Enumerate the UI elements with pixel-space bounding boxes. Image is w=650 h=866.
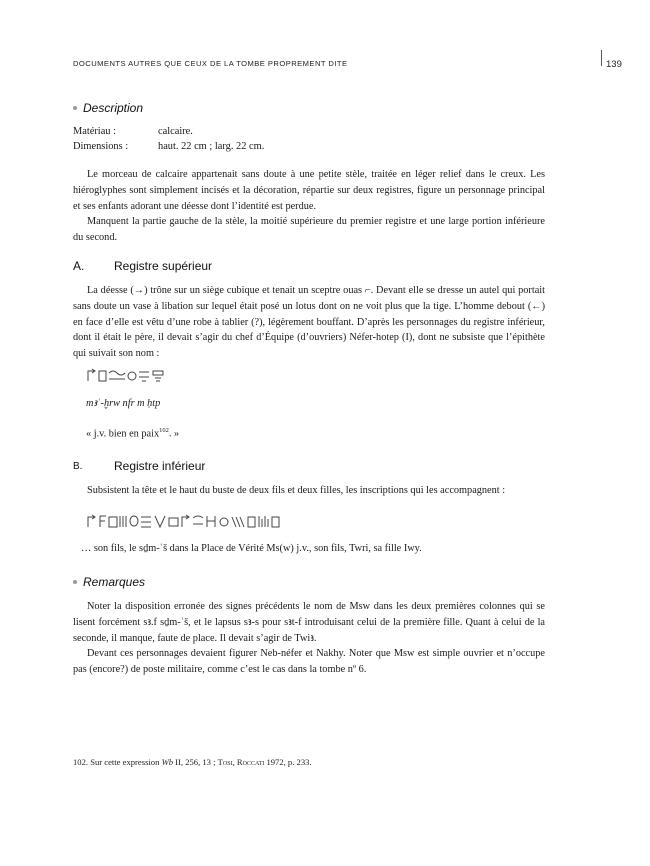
hieroglyph-caption: … son fils, le sḏm-ʿš dans la Place de Vérité Ms(w) j.v., son fils, Twri, sa fille Iwy. [81, 543, 422, 554]
footnote-text-before: Sur cette expression [88, 757, 162, 767]
running-head: DOCUMENTS AUTRES QUE CEUX DE LA TOMBE PROPREMENT DITE [73, 59, 348, 68]
translation-text: « j.v. bien en paix [86, 428, 160, 440]
description-heading [73, 101, 143, 115]
bullet-icon [73, 580, 77, 584]
remarques-paragraph-2: Devant ces personnages devaient figurer Neb-néfer et Nakhy. Noter que Msw est simple ouvrier et n’occupe pas (encore?) de poste militaire, comme c’est le cas dans la tombe nº 6. [73, 648, 545, 675]
remarques-heading-text: Remarques [83, 575, 146, 589]
footnote-number: 102. [73, 757, 89, 767]
footnote-authors: Tosi, Roccati [217, 757, 265, 767]
translation-end: . » [168, 428, 180, 440]
registre-a-letter: A. [73, 259, 85, 273]
registre-b-title: Registre inférieur [114, 459, 206, 473]
footnote [73, 757, 312, 767]
hieroglyph-line-a [86, 367, 166, 385]
translation-quote [86, 427, 179, 439]
header-rule [601, 50, 602, 66]
footnote-text-mid: II, 256, 13 ; [173, 757, 218, 767]
description-heading-text: Description [83, 101, 144, 115]
hieroglyph-b-icon [86, 513, 281, 529]
description-paragraph-1: Le morceau de calcaire appartenait sans doute à une petite stèle, traitée en léger relief dans le creux. Les hiéroglyphes sont simplement incisés et la décoration, répartie sur deux registres, figure un personnage principal et ses enfants adorant une déesse dont l’identité est perdue. [73, 169, 545, 212]
bullet-icon [73, 106, 77, 110]
registre-b-paragraph: Subsistent la tête et le haut du buste de deux fils et deux filles, les inscriptions qui les accompagnent : [87, 485, 506, 496]
dimensions-label: Dimensions : [73, 141, 129, 152]
registre-a-paragraph: La déesse (→) trône sur un siège cubique et tenait un sceptre ouas ⌐. Devant elle se dresse un autel qui portait sans doute un vase à libation sur lequel était posé un lotus dont on ne voit plus que la tige. L’homme debout (←) en face d’elle est vêtu d’une robe à tablier (?), légèrement bouffant. D’après les personnages du registre inférieur, dont il était le père, il devait s’agir du chef d’Équipe (d’ouvriers) Néfer-hotep (I), dont ne subsiste que l’épithète qui suivait son nom : [73, 285, 545, 360]
hieroglyph-line-b [86, 513, 281, 531]
footnote-reference: 102 [159, 427, 169, 434]
registre-b-letter: B. [73, 461, 83, 472]
dimensions-value: haut. 22 cm ; larg. 22 cm. [158, 141, 265, 152]
remarques-paragraph-1: Noter la disposition erronée des signes précédents le nom de Msw dans les deux premières colonnes qui se lisent forcément sꜣ.f sḏm-ʿš, et le lapsus sꜣ-s pour sꜣt-f introduisant celui de la première fille. Quant à celui de la seconde, il manque, faute de place. Il devait s’agir de Twiꜣ. [73, 601, 545, 644]
material-label: Matériau : [73, 126, 116, 137]
material-value: calcaire. [158, 126, 193, 137]
page-number: 139 [606, 59, 622, 70]
transliteration: mꜣʿ-ḫrw nfr m ḥtp [86, 398, 161, 409]
hieroglyph-a-icon [86, 367, 166, 383]
footnote-wb: Wb [161, 757, 174, 767]
description-paragraph-2: Manquent la partie gauche de la stèle, la moitié supérieure du premier registre et une large portion inférieure du second. [73, 216, 545, 243]
registre-a-title: Registre supérieur [114, 259, 213, 273]
remarques-heading [73, 575, 145, 589]
footnote-text-end: 1972, p. 233. [264, 757, 312, 767]
